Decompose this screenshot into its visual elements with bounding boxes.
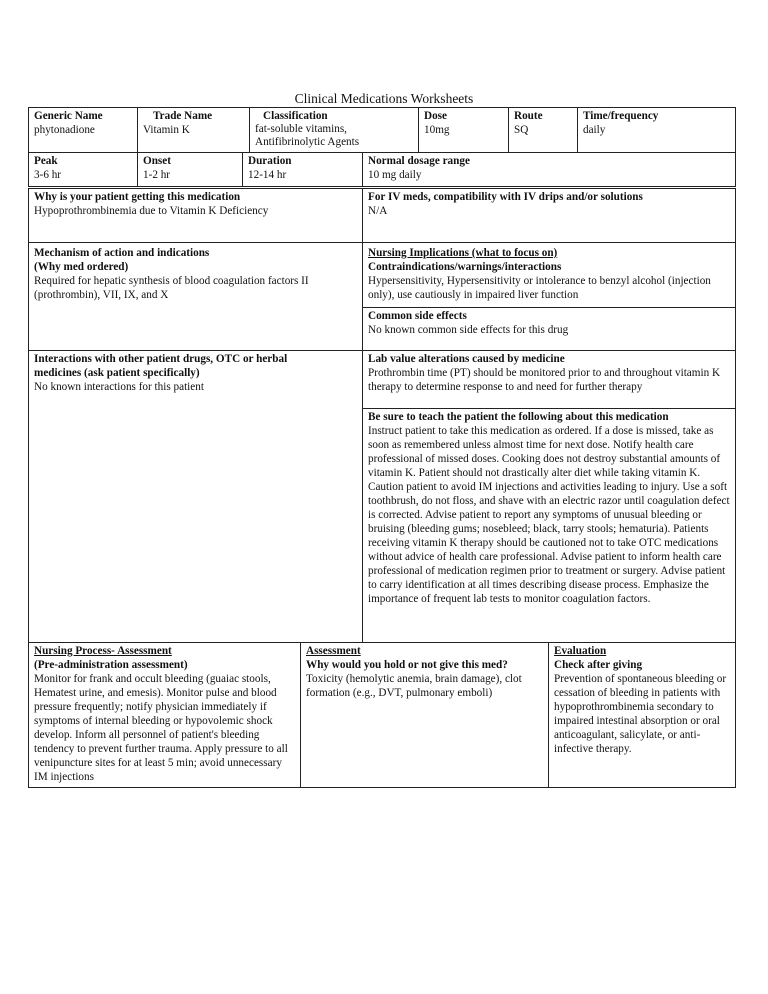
nursing-implications-label: Nursing Implications (what to focus on) (368, 247, 558, 259)
classification-label: Classification (263, 110, 328, 122)
evaluation-label: Evaluation (554, 645, 607, 657)
onset-label: Onset (143, 155, 171, 167)
lab-values-value: Prothrombin time (PT) should be monitored prior to and throughout vitamin K therapy to determine response to and need for further therapy (368, 367, 721, 393)
duration-label: Duration (248, 155, 292, 167)
trade-name-value: Vitamin K (143, 124, 190, 136)
interactions-sublabel: medicines (ask patient specifically) (34, 367, 200, 379)
lab-values-label: Lab value alterations caused by medicine (368, 353, 565, 365)
side-effects-label: Common side effects (368, 310, 467, 322)
why-med-cell (28, 188, 363, 243)
mechanism-cell (28, 242, 363, 351)
iv-compat-cell (362, 188, 736, 243)
route-value: SQ (514, 124, 529, 136)
evaluation-value: Prevention of spontaneous bleeding or cessation of bleeding in patients with hypoprothrombinemia secondary to impaired intestinal absorption or oral anticoagulant, salicylate, or anti-infective therapy. (554, 673, 727, 755)
peak-value: 3-6 hr (34, 169, 62, 181)
nursing-process-label: Nursing Process- Assessment (34, 645, 172, 657)
mechanism-sublabel: (Why med ordered) (34, 261, 129, 273)
mechanism-label: Mechanism of action and indications (34, 247, 210, 259)
trade-name-cell (137, 107, 250, 153)
evaluation-cell (548, 642, 736, 788)
iv-compat-label: For IV meds, compatibility with IV drips and/or solutions (368, 191, 643, 203)
dose-cell (418, 107, 509, 153)
iv-compat-value: N/A (368, 205, 388, 217)
lab-values-cell (362, 350, 736, 409)
route-label: Route (514, 110, 543, 122)
nursing-process-value: Monitor for frank and occult bleeding (guaiac stools, Hematest urine, and emesis). Monitor pulse and blood pressure frequently; notify physician immediately if symptoms of internal bleeding or hypovolemic shock develop. Inform all personnel of patient's bleeding tendency to prevent further trauma. Apply pressure to all venipuncture sites for at least 5 min; avoid unnecessary IM injections (34, 673, 288, 783)
side-effects-value: No known common side effects for this drug (368, 324, 569, 336)
duration-cell (242, 152, 363, 187)
normal-dosage-label: Normal dosage range (368, 155, 470, 167)
why-med-label: Why is your patient getting this medication (34, 191, 241, 203)
onset-cell (137, 152, 243, 187)
patient-teaching-cell (362, 408, 736, 643)
onset-value: 1-2 hr (143, 169, 171, 181)
interactions-cell (28, 350, 363, 643)
classification-value: fat-soluble vitamins, Antifibrinolytic Agents (255, 123, 360, 148)
dose-value: 10mg (424, 124, 450, 136)
why-med-value: Hypoprothrombinemia due to Vitamin K Deficiency (34, 205, 269, 217)
assessment-value: Toxicity (hemolytic anemia, brain damage), clot formation (e.g., DVT, pulmonary emboli) (306, 673, 522, 699)
peak-cell (28, 152, 138, 187)
dose-label: Dose (424, 110, 447, 122)
pre-administration-label: (Pre-administration assessment) (34, 659, 188, 671)
time-frequency-label: Time/frequency (583, 110, 659, 122)
nursing-process-cell (28, 642, 301, 788)
side-effects-cell (362, 307, 736, 351)
time-frequency-value: daily (583, 124, 606, 136)
page-title: Clinical Medications Worksheets (294, 91, 474, 106)
contraindications-label: Contraindications/warnings/interactions (368, 261, 562, 273)
check-after-label: Check after giving (554, 659, 643, 671)
patient-teaching-value: Instruct patient to take this medication as ordered. If a dose is missed, take as soon as remembered unless almost time for next dose. Notify health care professional of missed doses. Cooking does not destroy substantial amounts of vitamin K. Patient should not drastically alter diet while taking vitamin K. Caution patient to avoid IM injections and activities leading to injury. Use a soft toothbrush, do not floss, and shave with an electric razor until coagulation defect is corrected. Advise patient to report any symptoms of unusual bleeding or bruising (bleeding gums; nosebleed; black, tarry stools; hematuria). Patients receiving vitamin K therapy should be cautioned not to take OTC medications without advice of health care professional. Advise patient to inform health care professional of medication regimen prior to treatment or surgery. Advise patient to carry identification at all times describing disease process. Emphasize the importance of frequent lab tests to monitor coagulation factors. (368, 425, 730, 605)
assessment-label: Assessment (306, 645, 361, 657)
contraindications-value: Hypersensitivity, Hypersensitivity or intolerance to benzyl alcohol (injection only), use cautiously in impaired liver function (368, 275, 711, 301)
route-cell (508, 107, 578, 153)
interactions-label: Interactions with other patient drugs, OTC or herbal (34, 353, 288, 365)
normal-dosage-value: 10 mg daily (368, 169, 422, 181)
peak-label: Peak (34, 155, 58, 167)
nursing-implications-cell (362, 242, 736, 308)
mechanism-value: Required for hepatic synthesis of blood coagulation factors II (prothrombin), VII, IX, and X (34, 275, 309, 301)
classification-cell (249, 107, 419, 153)
assessment-cell (300, 642, 549, 788)
trade-name-label: Trade Name (153, 110, 213, 122)
hold-med-label: Why would you hold or not give this med? (306, 659, 508, 671)
patient-teaching-label: Be sure to teach the patient the following about this medication (368, 411, 669, 423)
normal-dosage-cell (362, 152, 736, 187)
duration-value: 12-14 hr (248, 169, 287, 181)
generic-name-cell (28, 107, 138, 153)
time-frequency-cell (577, 107, 736, 153)
generic-name-value: phytonadione (34, 124, 95, 136)
interactions-value: No known interactions for this patient (34, 381, 204, 393)
generic-name-label: Generic Name (34, 110, 103, 122)
